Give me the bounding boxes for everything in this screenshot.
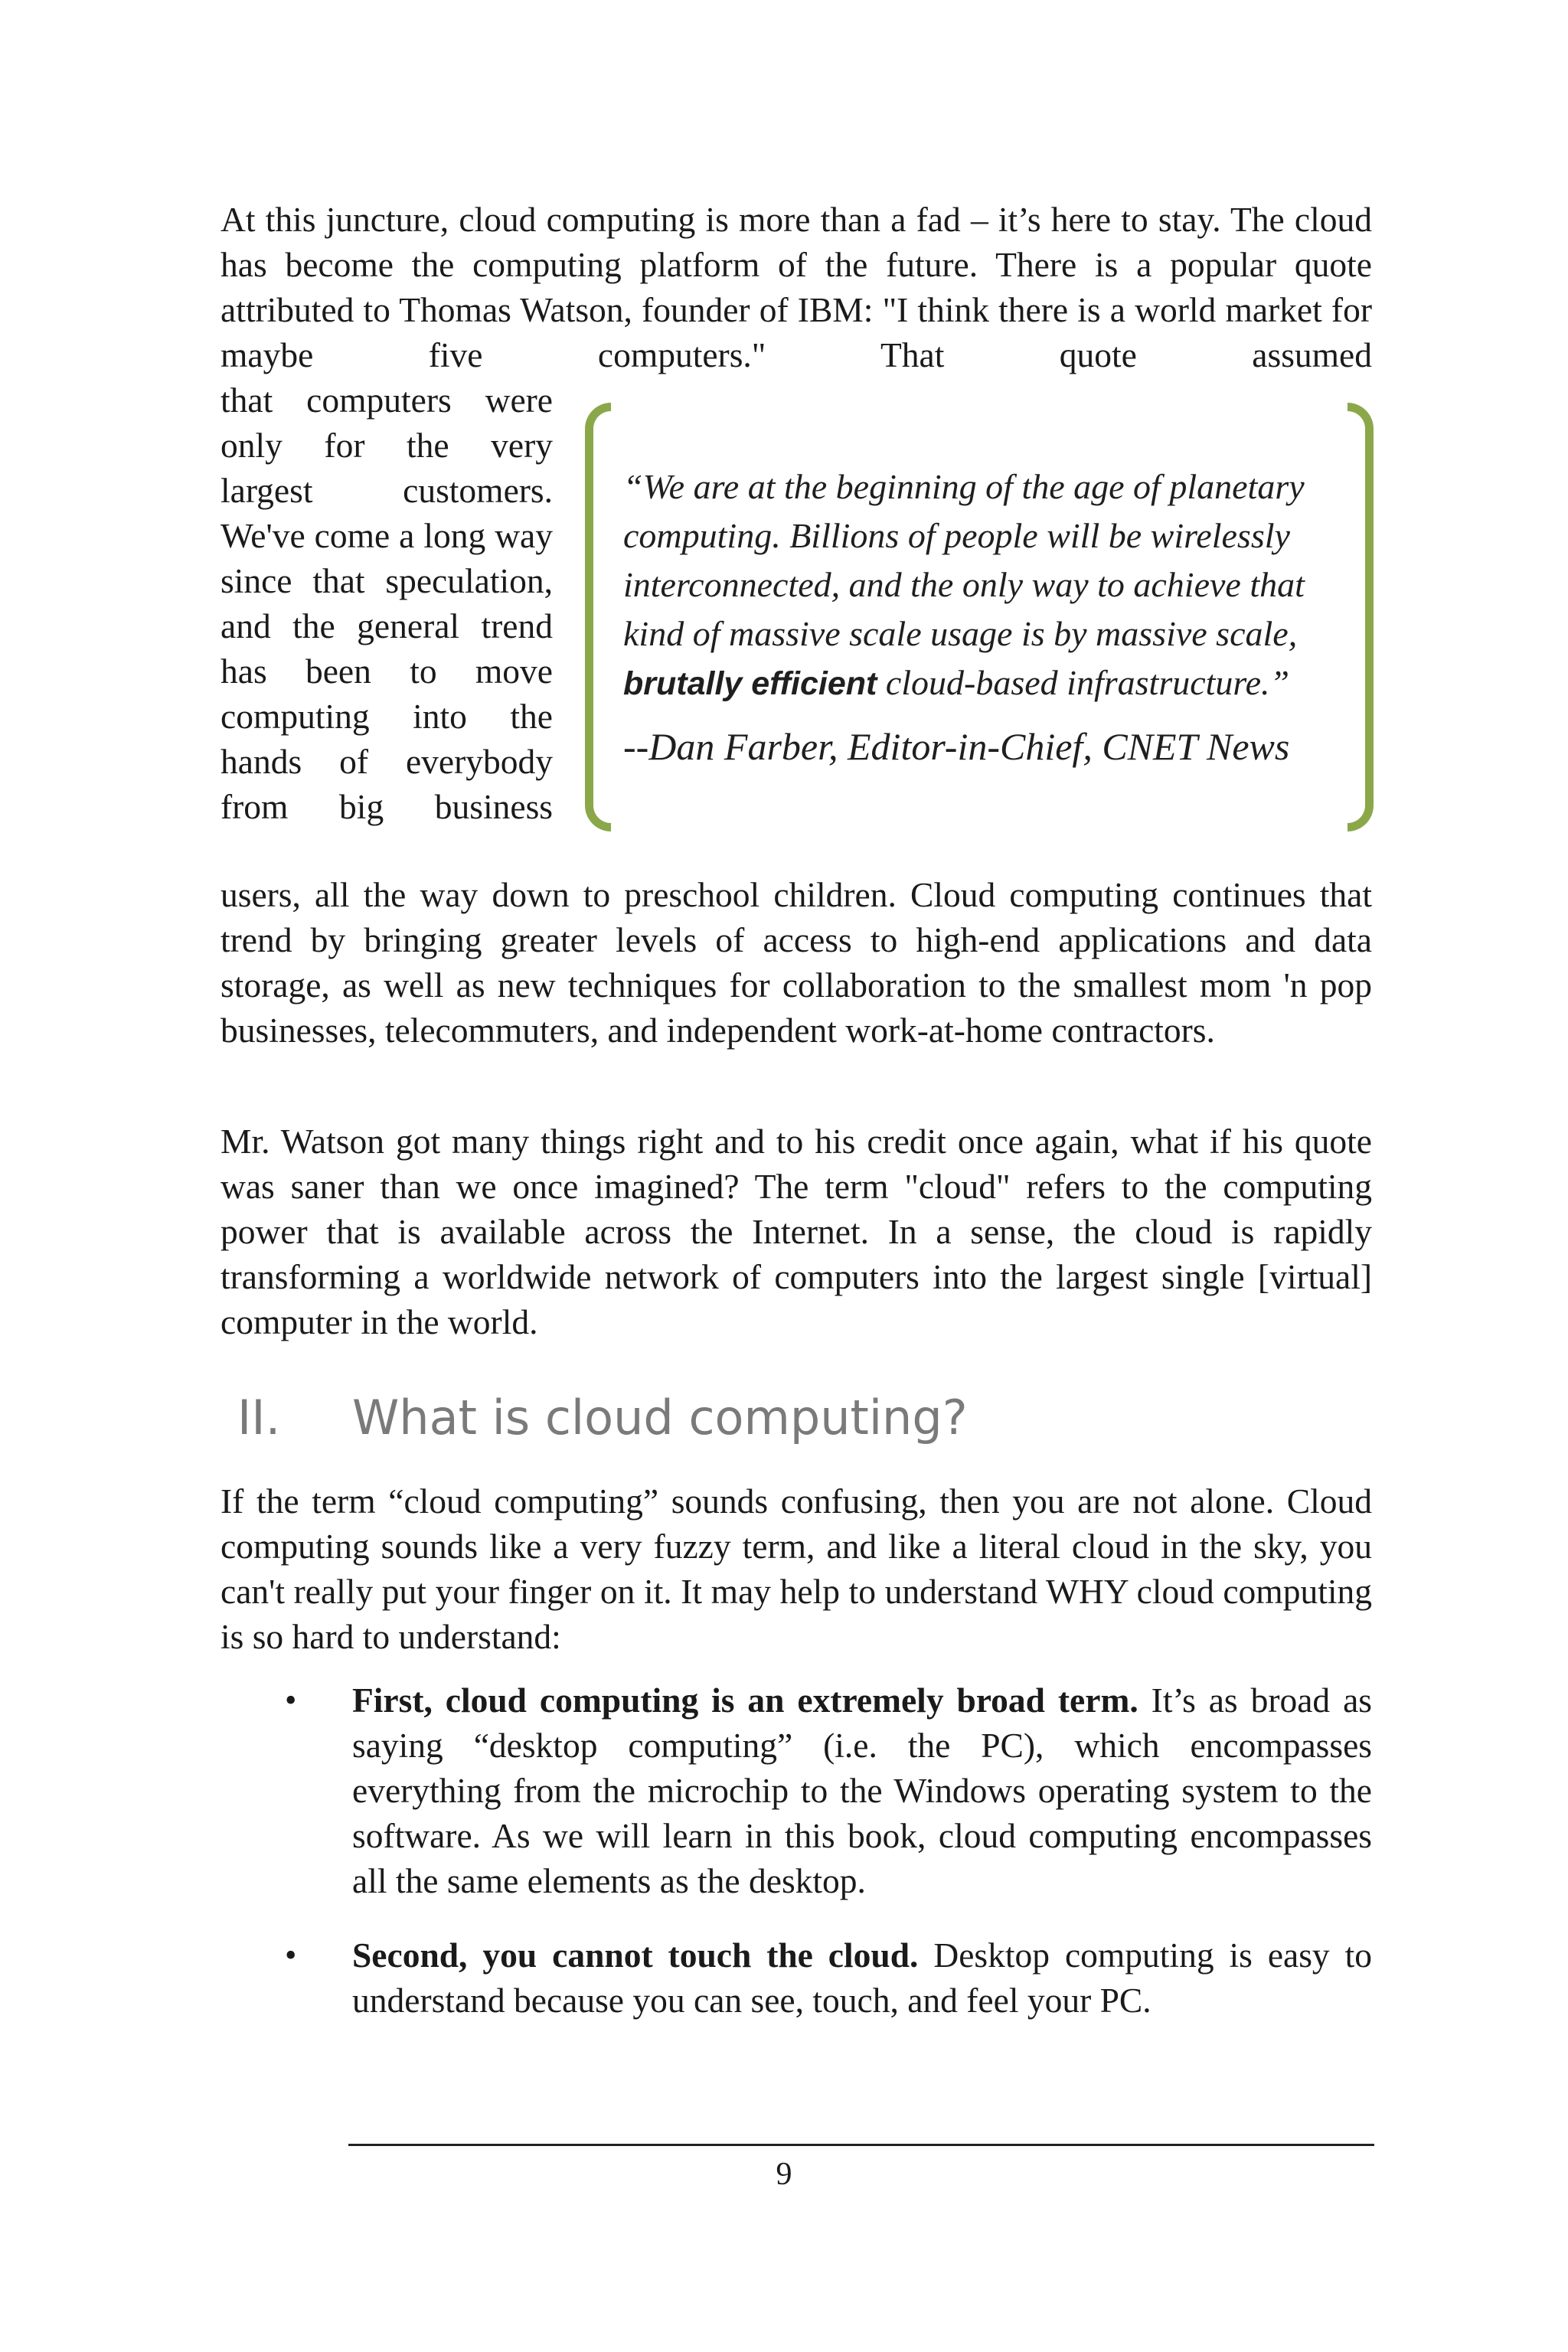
section-title: What is cloud computing?	[352, 1390, 968, 1446]
pull-quote-text-before: “We are at the beginning of the age of planetary computing. Billions of people will be wirelessly interconnected, and the only way to achieve that kind of massive scale usage is by massive scale,	[623, 467, 1305, 653]
paragraph-watson: Mr. Watson got many things right and to his credit once again, what if his quote was saner than we once imagined? The term "cloud" refers to the computing power that is available across the Internet. In a sense, the cloud is rapidly transforming a worldwide network of computers into the largest single [virtual] computer in the world.	[220, 1122, 1372, 1341]
paragraph-intro-wrap: that computers were only for the very largest customers. We've come a long way since that speculation, and the general trend has been to move computing into the hands of everybody from big business	[220, 381, 553, 826]
left-bracket-decoration	[585, 403, 611, 831]
bullet-marker: •	[285, 1936, 297, 1974]
section-number: II.	[237, 1390, 281, 1446]
pull-quote-attribution: --Dan Farber, Editor-in-Chief, CNET News	[623, 725, 1290, 768]
pull-quote-emphasis: brutally efficient	[623, 665, 877, 702]
bullet-lead: Second, you cannot touch the cloud.	[352, 1936, 919, 1975]
page-number: 9	[776, 2157, 792, 2192]
paragraph-intro-top: At this juncture, cloud computing is more than a fad – it’s here to stay. The cloud has become the computing platform of the future. There is a popular quote attributed to Thomas Watson, founder of IBM: "I think there is a world market for maybe five computers." That quote assumed	[220, 200, 1372, 374]
footer-divider	[348, 2144, 1374, 2146]
pull-quote-text	[623, 462, 1343, 708]
pull-quote	[585, 403, 1374, 831]
paragraph-intro-bottom: users, all the way down to preschool children. Cloud computing continues that trend by bringing greater levels of access to high-end applications and data storage, as well as new techniques for collaboration to the smallest mom 'n pop businesses, telecommuters, and independent work-at-home contractors.	[220, 875, 1372, 1050]
pull-quote-text-after: cloud-based infrastructure.”	[877, 663, 1290, 702]
right-bracket-decoration	[1348, 403, 1374, 831]
bullet-text: Desktop computing is easy to understand because you can see, touch, and feel your PC.	[352, 1936, 1373, 2020]
list-item	[220, 1677, 1372, 1903]
section-heading	[237, 1387, 1370, 1449]
bullet-marker: •	[285, 1681, 297, 1719]
bullet-text: It’s as broad as saying “desktop computing” (i.e. the PC), which encompasses everything from the microchip to the Windows operating system to the software. As we will learn in this book, cloud computing encompasses all the same elements as the desktop.	[352, 1681, 1372, 1900]
list-item	[220, 1932, 1372, 2023]
bullet-lead: First, cloud computing is an extremely broad term.	[352, 1681, 1138, 1720]
paragraph-definition: If the term “cloud computing” sounds confusing, then you are not alone. Cloud computing sounds like a very fuzzy term, and like a literal cloud in the sky, you can't really put your finger on it. It may help to understand WHY cloud computing is so hard to understand:	[220, 1481, 1372, 1656]
bullet-list	[220, 1677, 1372, 2052]
